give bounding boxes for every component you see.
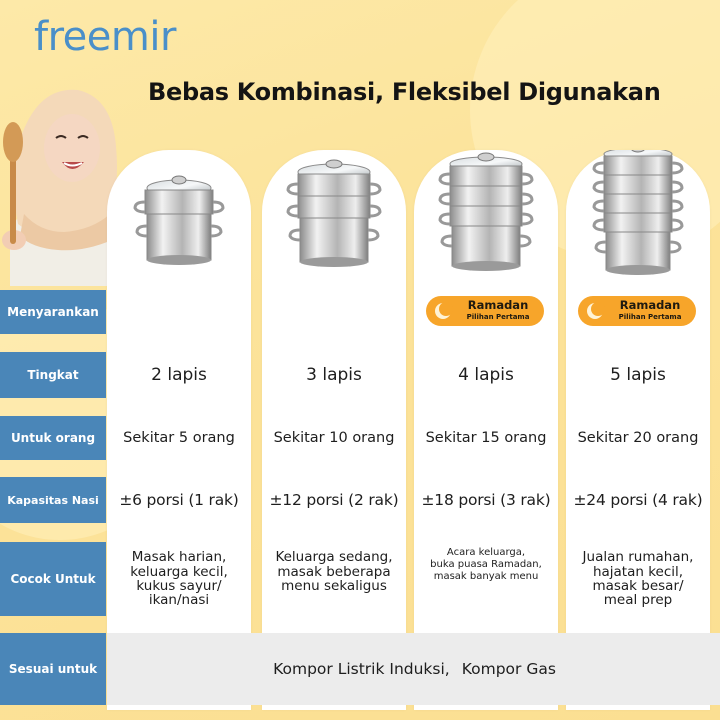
crescent-moon-icon [433, 301, 453, 321]
compatible-stoves [107, 633, 720, 705]
badge-subtitle: Pilihan Pertama [466, 313, 530, 321]
suitable-line: masak besar/ [592, 578, 684, 594]
suitable-for-value [107, 542, 251, 616]
suitable-line: hajatan kecil, [592, 563, 684, 580]
capacity-value: ±18 porsi (3 rak) [421, 491, 551, 509]
row-label-tier: Tingkat [0, 352, 106, 398]
suitable-line: masak banyak menu [433, 571, 539, 582]
people-value: Sekitar 20 orang [577, 430, 699, 446]
suitable-for-value [414, 542, 558, 588]
suitable-line: Masak harian, [131, 549, 227, 566]
row-label-compatible: Sesuai untuk [0, 633, 106, 705]
row-label-suitable-for: Cocok Untuk [0, 542, 106, 616]
row-label-recommend: Menyarankan [0, 290, 106, 334]
steamer-3-tier-image [262, 150, 406, 290]
capacity-value: ±24 porsi (4 rak) [573, 491, 703, 509]
row-label-people: Untuk orang [0, 416, 106, 460]
crescent-moon-icon [585, 301, 605, 321]
suitable-line: keluarga kecil, [130, 563, 228, 580]
badge-title: Ramadan [467, 298, 529, 312]
suitable-line: Jualan rumahan, [582, 549, 694, 566]
suitable-line: kukus sayur/ [136, 578, 222, 594]
tier-value: 2 lapis [151, 365, 207, 385]
suitable-line: ikan/nasi [148, 592, 210, 609]
stove-type: Kompor Listrik Induksi, [273, 660, 450, 678]
ramadan-badge [578, 296, 696, 326]
people-value: Sekitar 10 orang [273, 430, 395, 446]
suitable-line: masak beberapa [277, 563, 391, 580]
suitable-line: buka puasa Ramadan, [430, 559, 542, 570]
brand-logo: freemir [34, 14, 176, 60]
suitable-line: Acara keluarga, [446, 547, 526, 558]
row-label-capacity: Kapasitas Nasi [0, 477, 106, 523]
page-headline: Bebas Kombinasi, Fleksibel Digunakan [148, 78, 661, 106]
steamer-5-tier-image [566, 150, 710, 290]
badge-subtitle: Pilihan Pertama [618, 313, 682, 321]
people-value: Sekitar 5 orang [123, 430, 235, 446]
tier-value: 5 lapis [610, 365, 666, 385]
badge-title: Ramadan [619, 298, 681, 312]
steamer-2-tier-image [107, 150, 251, 290]
people-value: Sekitar 15 orang [425, 430, 547, 446]
suitable-line: Keluarga sedang, [275, 549, 393, 566]
suitable-line: meal prep [603, 592, 673, 609]
suitable-for-value [262, 542, 406, 602]
capacity-value: ±12 porsi (2 rak) [269, 491, 399, 509]
tier-value: 3 lapis [306, 365, 362, 385]
woman-illustration [0, 64, 122, 286]
ramadan-badge [426, 296, 544, 326]
steamer-4-tier-image [414, 150, 558, 290]
suitable-for-value [566, 542, 710, 616]
tier-value: 4 lapis [458, 365, 514, 385]
suitable-line: menu sekaligus [281, 578, 387, 595]
capacity-value: ±6 porsi (1 rak) [119, 491, 239, 509]
stove-type: Kompor Gas [461, 660, 556, 678]
